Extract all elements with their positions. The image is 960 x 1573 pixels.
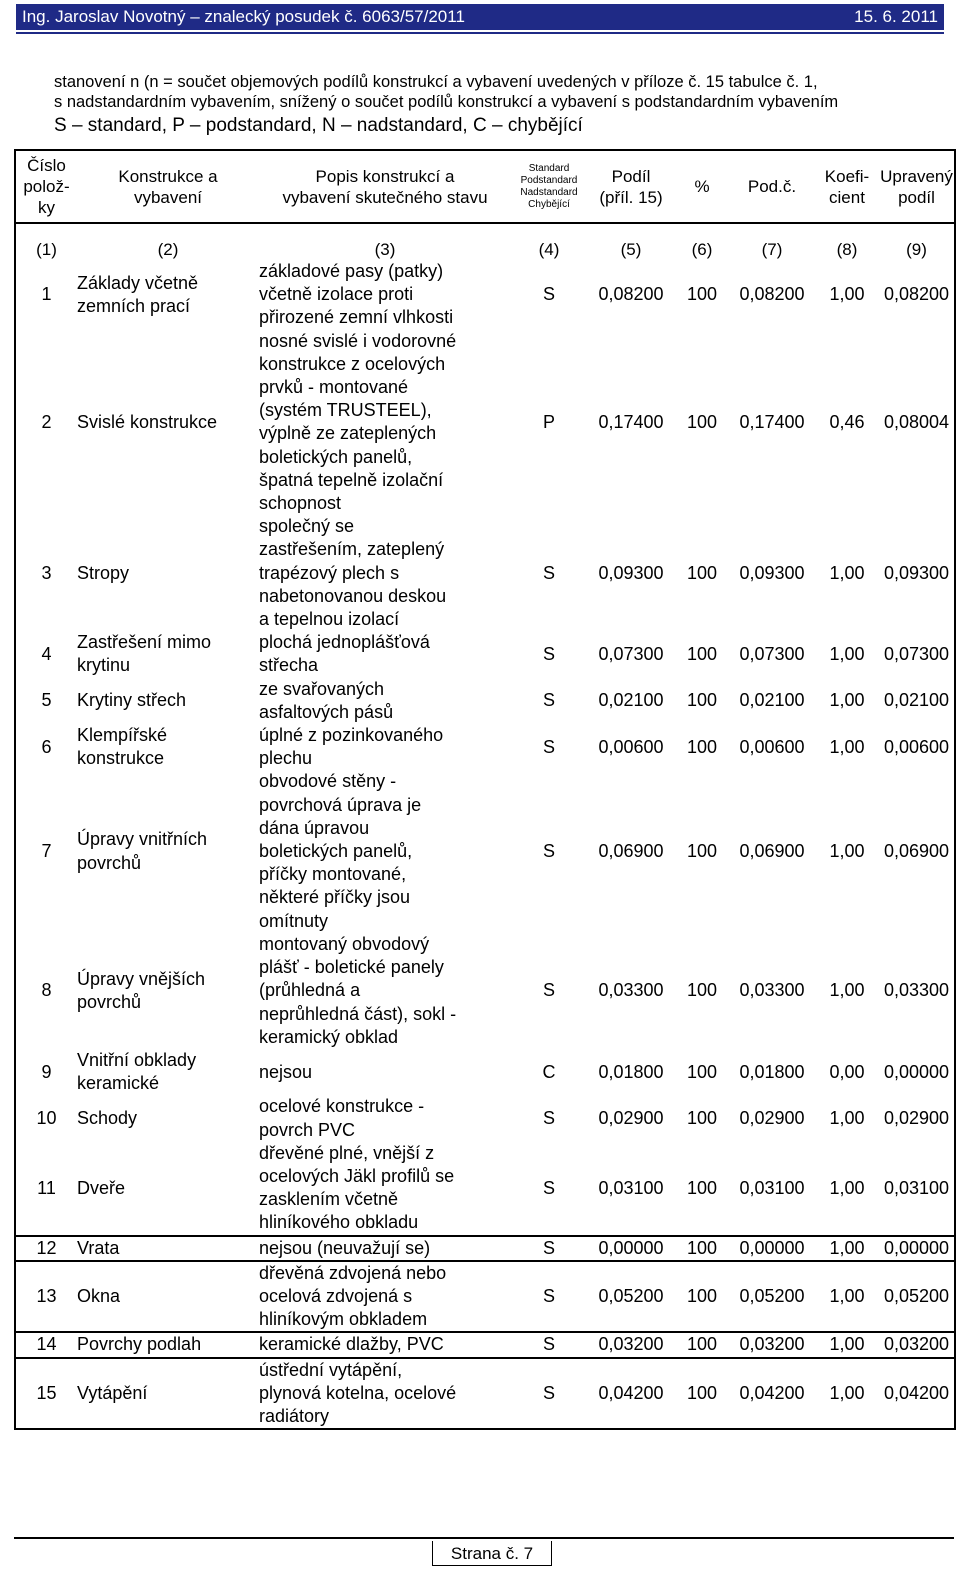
row-percent: 100: [686, 736, 718, 757]
description-line: střecha: [259, 655, 319, 676]
construction-line: Úpravy vnitřních: [77, 829, 208, 850]
row-construction: [77, 1049, 259, 1095]
row-upr: 0,08200: [879, 260, 955, 330]
row-standard: S: [542, 690, 555, 711]
row-podil: 0,07300: [598, 643, 664, 664]
header-cell-num: [15, 150, 77, 223]
row-podc: 0,01800: [739, 1061, 805, 1082]
row-podil: 0,03100: [598, 1177, 664, 1198]
row-number: 4: [15, 631, 77, 677]
row-koef: 0,46: [829, 411, 865, 432]
row-upr: 0,08004: [879, 330, 955, 516]
row-upr: 0,00000: [879, 1049, 955, 1095]
row-podc: 0,00000: [729, 1236, 815, 1261]
row-construction: [77, 515, 259, 631]
row-description: [259, 1358, 511, 1430]
column-number-row: [15, 223, 955, 260]
header-standard-line: Nadstandard: [520, 186, 578, 198]
row-upr: 0,03300: [879, 933, 955, 1049]
page-footer: [14, 1537, 954, 1569]
row-description: [259, 933, 511, 1049]
description-line: hliníkového obkladu: [259, 1212, 419, 1233]
column-number: (4): [538, 240, 560, 259]
row-construction: [77, 724, 259, 770]
description-line: povrchová úprava je: [259, 794, 422, 815]
header-podil-text: [587, 166, 675, 208]
header-num-line: polož-: [23, 177, 70, 196]
row-upr: 0,00000: [879, 1236, 955, 1261]
row-percent: 100: [686, 411, 718, 432]
row-upr: 0,03200: [879, 1332, 955, 1357]
row-podc: 0,06900: [739, 841, 805, 862]
row-description: [259, 678, 511, 724]
description-line: ústřední vytápění,: [259, 1359, 403, 1380]
description-line: úplné z pozinkovaného: [259, 725, 444, 746]
construction-line: krytinu: [77, 655, 131, 676]
header-koef-line: Koefi-: [824, 166, 870, 186]
description-line: příčky montované,: [259, 864, 407, 885]
row-number: 1: [15, 260, 77, 330]
construction-line: keramické: [77, 1073, 160, 1094]
row-construction: [77, 1358, 259, 1430]
table-row: [15, 1261, 955, 1333]
row-upr: 0,07300: [879, 631, 955, 677]
page-header: [16, 4, 944, 30]
description-line: včetně izolace proti: [259, 284, 414, 305]
row-number: 10: [15, 1095, 77, 1141]
row-upr: 0,06900: [879, 770, 955, 932]
row-percent: 100: [675, 1332, 729, 1357]
header-construction-line: vybavení: [133, 187, 203, 207]
row-upr: 0,00600: [879, 724, 955, 770]
description-line: trapézový plech s: [259, 562, 400, 583]
construction-line: Zastřešení mimo: [77, 632, 212, 653]
row-koef: 1,00: [829, 1177, 865, 1198]
column-number: (5): [620, 240, 642, 259]
header-upr-text: [879, 166, 954, 208]
row-podil: 0,04200: [587, 1358, 675, 1430]
header-cell-standard: [511, 150, 587, 223]
table-row: [15, 1142, 955, 1236]
description-line: neprůhledná část), sokl -: [259, 1003, 457, 1024]
row-standard: S: [542, 736, 555, 757]
table-row: [15, 1332, 955, 1357]
description-line: dřevěné plné, vnější z: [259, 1142, 435, 1163]
description-line: ocelových Jäkl profilů se: [259, 1165, 455, 1186]
row-percent: 100: [686, 841, 718, 862]
row-koef: 1,00: [815, 1261, 879, 1333]
description-line: boletických panelů,: [259, 446, 413, 467]
description-line: dřevěná zdvojená nebo: [259, 1262, 447, 1283]
row-number: 9: [15, 1049, 77, 1095]
row-podil: 0,08200: [598, 284, 664, 305]
row-podc: 0,00600: [739, 736, 805, 757]
row-standard: S: [542, 1107, 555, 1128]
row-standard: S: [542, 980, 555, 1001]
row-number: 14: [15, 1332, 77, 1357]
row-podil: 0,00000: [587, 1236, 675, 1261]
intro-text: [54, 72, 944, 139]
row-number: 12: [15, 1236, 77, 1261]
description-line: ocelová zdvojená s: [259, 1285, 413, 1306]
row-upr: 0,02900: [879, 1095, 955, 1141]
row-construction: [77, 260, 259, 330]
description-line: plochá jednoplášťová: [259, 632, 430, 653]
row-number: 13: [15, 1261, 77, 1333]
row-standard: S: [511, 1358, 587, 1430]
construction-table: [14, 149, 956, 1430]
header-construction-line: Konstrukce a: [118, 166, 218, 186]
construction-line: Schody: [77, 1107, 138, 1128]
row-koef: 1,00: [829, 980, 865, 1001]
row-podc: 0,02100: [739, 690, 805, 711]
description-line: některé příčky jsou: [259, 887, 411, 908]
row-description: [259, 330, 511, 516]
header-standard-line: Chybějící: [528, 198, 570, 210]
row-construction: [77, 770, 259, 932]
row-standard: S: [542, 562, 555, 583]
header-num-line: ky: [38, 198, 55, 217]
row-construction: [77, 678, 259, 724]
header-num-text: [16, 155, 77, 218]
row-podc: 0,04200: [729, 1358, 815, 1430]
description-line: konstrukce z ocelových: [259, 353, 446, 374]
row-construction: [77, 1332, 259, 1357]
table-row: [15, 678, 955, 724]
page-number: Strana č. 7: [432, 1541, 552, 1566]
intro-line-3: S – standard, P – podstandard, N – nadstandard, C – chybějící: [54, 115, 583, 136]
header-cell-construction: [77, 150, 259, 223]
row-podc: 0,09300: [739, 562, 805, 583]
row-description: [259, 1049, 511, 1095]
row-construction: [77, 631, 259, 677]
construction-line: Klempířské: [77, 725, 168, 746]
row-description: [259, 724, 511, 770]
header-cell-description: [259, 150, 511, 223]
description-line: zasklením včetně: [259, 1189, 399, 1210]
row-number: 2: [15, 330, 77, 516]
header-description-line: vybavení skutečného stavu: [282, 187, 488, 207]
header-percent-line: %: [694, 177, 710, 196]
table-body: [15, 260, 955, 1429]
header-podil-line: Podíl: [611, 166, 651, 186]
table-row: [15, 631, 955, 677]
row-standard: S: [511, 1261, 587, 1333]
header-cell-podc: [729, 150, 815, 223]
header-podil-line: (příl. 15): [599, 187, 663, 207]
row-podil: 0,01800: [598, 1061, 664, 1082]
table-row: [15, 724, 955, 770]
row-standard: C: [542, 1061, 556, 1082]
construction-line: Dveře: [77, 1177, 126, 1198]
header-cell-koef: [815, 150, 879, 223]
description-line: montovaný obvodový: [259, 933, 430, 954]
row-construction: [77, 1142, 259, 1236]
row-podil: 0,00600: [598, 736, 664, 757]
table-row: [15, 770, 955, 932]
header-cell-upr: [879, 150, 955, 223]
description-line: dána úpravou: [259, 817, 370, 838]
description-line: asfaltových pásů: [259, 701, 394, 722]
header-koef-line: cient: [829, 187, 865, 207]
row-podc: 0,08200: [739, 284, 805, 305]
header-cell-percent: [675, 150, 729, 223]
description-line: plynová kotelna, ocelové: [259, 1382, 457, 1403]
row-construction: [77, 933, 259, 1049]
table-row: [15, 1049, 955, 1095]
row-description: [259, 1332, 511, 1357]
table-row: [15, 260, 955, 330]
description-line: povrch PVC: [259, 1119, 356, 1140]
header-upr-line: podíl: [898, 187, 935, 207]
row-description: [259, 770, 511, 932]
description-line: přirozené zemní vlhkosti: [259, 307, 454, 328]
row-percent: 100: [675, 1236, 729, 1261]
row-number: 8: [15, 933, 77, 1049]
construction-line: Vrata: [77, 1237, 120, 1258]
row-description: [259, 631, 511, 677]
row-podc: 0,03100: [739, 1177, 805, 1198]
description-line: nejsou: [259, 1061, 313, 1082]
row-standard: S: [511, 1332, 587, 1357]
intro-line-1: stanovení n (n = součet objemových podílů konstrukcí a vybavení uvedených v příloze č. 15 tabulce č. 1,: [54, 73, 818, 91]
column-number: (3): [374, 240, 396, 259]
row-podc: 0,02900: [739, 1107, 805, 1128]
description-line: keramický obklad: [259, 1026, 399, 1047]
row-construction: [77, 1236, 259, 1261]
header-koef-text: [815, 166, 879, 208]
construction-line: Krytiny střech: [77, 690, 187, 711]
row-upr: 0,09300: [879, 515, 955, 631]
description-line: špatná tepelně izolační: [259, 469, 444, 490]
row-koef: 1,00: [815, 1332, 879, 1357]
description-line: společný se: [259, 516, 355, 537]
row-koef: 1,00: [829, 736, 865, 757]
header-podc-line: Pod.č.: [747, 177, 797, 196]
row-koef: 1,00: [829, 690, 865, 711]
row-construction: [77, 1095, 259, 1141]
row-number: 5: [15, 678, 77, 724]
row-number: 6: [15, 724, 77, 770]
description-line: radiátory: [259, 1405, 330, 1426]
header-podc-text: [729, 176, 815, 197]
description-line: boletických panelů,: [259, 841, 413, 862]
row-standard: S: [542, 1177, 555, 1198]
header-row: [15, 150, 955, 223]
header-date: 15. 6. 2011: [854, 7, 938, 26]
row-construction: [77, 330, 259, 516]
row-standard: S: [542, 284, 555, 305]
header-construction-text: [77, 166, 259, 208]
column-number: (8): [836, 240, 858, 259]
header-rule: [16, 32, 944, 34]
row-koef: 1,00: [829, 643, 865, 664]
row-podil: 0,05200: [587, 1261, 675, 1333]
row-podc: 0,03300: [739, 980, 805, 1001]
row-koef: 1,00: [829, 562, 865, 583]
description-line: plášť - boletické panely: [259, 957, 444, 978]
construction-line: zemních prací: [77, 295, 191, 316]
row-description: [259, 1095, 511, 1141]
construction-line: Vytápění: [77, 1382, 148, 1403]
header-standard-line: Podstandard: [520, 174, 578, 186]
header-cell-podil: [587, 150, 675, 223]
row-percent: 100: [675, 1358, 729, 1430]
description-line: nosné svislé i vodorovné: [259, 330, 457, 351]
description-line: omítnuty: [259, 910, 329, 931]
construction-line: Vnitřní obklady: [77, 1049, 197, 1070]
construction-line: Povrchy podlah: [77, 1334, 202, 1355]
header-standard-line: Standard: [528, 162, 570, 174]
column-number: (9): [879, 223, 955, 260]
row-percent: 100: [686, 643, 718, 664]
row-description: [259, 515, 511, 631]
header-percent-text: [675, 176, 729, 197]
description-line: nabetonovanou deskou: [259, 585, 447, 606]
description-line: keramické dlažby, PVC: [259, 1334, 444, 1355]
row-koef: 1,00: [829, 284, 865, 305]
row-upr: 0,05200: [879, 1261, 955, 1333]
header-num-line: Číslo: [27, 156, 66, 175]
description-line: prvků - montované: [259, 377, 409, 398]
row-koef: 1,00: [815, 1358, 879, 1430]
row-percent: 100: [675, 1261, 729, 1333]
construction-line: konstrukce: [77, 748, 165, 769]
row-description: [259, 1142, 511, 1236]
construction-line: Základy včetně: [77, 272, 199, 293]
construction-line: povrchů: [77, 852, 142, 873]
construction-line: povrchů: [77, 991, 142, 1012]
table-row: [15, 933, 955, 1049]
row-upr: 0,04200: [879, 1358, 955, 1430]
description-line: obvodové stěny -: [259, 771, 397, 792]
row-construction: [77, 1261, 259, 1333]
description-line: a tepelnou izolací: [259, 609, 400, 630]
row-percent: 100: [686, 1061, 718, 1082]
row-koef: 1,00: [829, 1107, 865, 1128]
intro-line-2: s nadstandardním vybavením, snížený o součet podílů konstrukcí a vybavení s podstandardním vybavením: [54, 93, 839, 111]
row-podil: 0,03300: [598, 980, 664, 1001]
row-percent: 100: [686, 1177, 718, 1198]
row-podil: 0,17400: [598, 411, 664, 432]
header-standard-text: [511, 163, 587, 211]
construction-line: Svislé konstrukce: [77, 411, 218, 432]
row-description: [259, 260, 511, 330]
row-percent: 100: [686, 690, 718, 711]
row-koef: 1,00: [815, 1236, 879, 1261]
row-percent: 100: [686, 980, 718, 1001]
header-upr-line: Upravený: [880, 166, 953, 186]
description-line: základové pasy (patky): [259, 261, 444, 281]
header-description-text: [259, 166, 511, 208]
row-koef: 0,00: [829, 1061, 865, 1082]
row-podc: 0,17400: [739, 411, 805, 432]
description-line: schopnost: [259, 493, 342, 514]
table-row: [15, 515, 955, 631]
description-line: plechu: [259, 748, 313, 769]
row-standard: P: [542, 411, 555, 432]
row-description: [259, 1236, 511, 1261]
table-row: [15, 1236, 955, 1261]
row-upr: 0,02100: [879, 678, 955, 724]
row-description: [259, 1261, 511, 1333]
header-description-line: Popis konstrukcí a: [315, 166, 455, 186]
row-standard: S: [542, 841, 555, 862]
header-title: Ing. Jaroslav Novotný – znalecký posudek č. 6063/57/2011: [22, 7, 465, 26]
column-number: (1): [15, 223, 77, 260]
column-number: (7): [761, 240, 783, 259]
row-podil: 0,03200: [587, 1332, 675, 1357]
row-podil: 0,06900: [598, 841, 664, 862]
construction-line: Úpravy vnějších: [77, 968, 206, 989]
row-podc: 0,07300: [739, 643, 805, 664]
row-percent: 100: [686, 1107, 718, 1128]
description-line: ocelové konstrukce -: [259, 1096, 425, 1117]
row-podil: 0,02100: [598, 690, 664, 711]
description-line: nejsou (neuvažují se): [259, 1237, 431, 1258]
construction-line: Okna: [77, 1285, 121, 1306]
row-percent: 100: [686, 562, 718, 583]
row-number: 7: [15, 770, 77, 932]
row-podc: 0,05200: [729, 1261, 815, 1333]
description-line: (systém TRUSTEEL),: [259, 400, 432, 421]
row-standard: S: [511, 1236, 587, 1261]
row-number: 11: [15, 1142, 77, 1236]
description-line: zastřešením, zateplený: [259, 539, 445, 560]
table-row: [15, 1358, 955, 1430]
table-row: [15, 330, 955, 516]
description-line: (průhledná a: [259, 980, 361, 1001]
table-row: [15, 1095, 955, 1141]
description-line: výplně ze zateplených: [259, 423, 437, 444]
row-upr: 0,03100: [879, 1142, 955, 1236]
row-standard: S: [542, 643, 555, 664]
row-number: 3: [15, 515, 77, 631]
construction-line: Stropy: [77, 562, 130, 583]
description-line: ze svařovaných: [259, 678, 385, 699]
row-podil: 0,02900: [598, 1107, 664, 1128]
row-koef: 1,00: [829, 841, 865, 862]
column-number: (2): [157, 240, 179, 259]
row-percent: 100: [686, 284, 718, 305]
description-line: hliníkovým obkladem: [259, 1309, 428, 1330]
row-podil: 0,09300: [598, 562, 664, 583]
row-podc: 0,03200: [729, 1332, 815, 1357]
row-number: 15: [15, 1358, 77, 1430]
column-number: (6): [691, 240, 713, 259]
